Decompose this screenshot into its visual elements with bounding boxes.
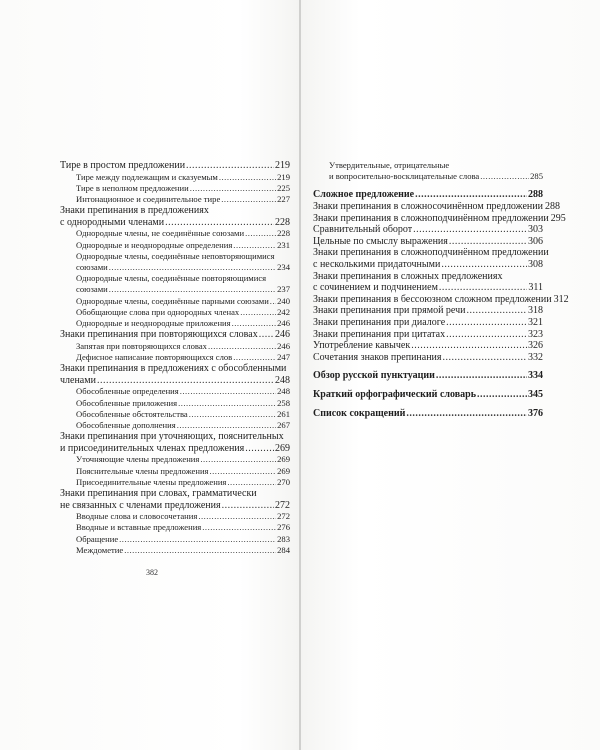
toc-page-number: 228 bbox=[277, 228, 290, 239]
toc-page-number: 246 bbox=[275, 329, 290, 341]
toc-entry-title: Употребление кавычек bbox=[313, 340, 411, 352]
toc-leader-dots bbox=[446, 317, 527, 329]
toc-page-number: 228 bbox=[275, 216, 290, 228]
toc-leader-dots bbox=[202, 522, 276, 533]
toc-leader-dots bbox=[109, 262, 276, 273]
toc-subsection-entry bbox=[60, 409, 290, 420]
toc-leader-dots bbox=[441, 259, 527, 271]
toc-section-entry bbox=[313, 224, 543, 236]
toc-leader-dots bbox=[449, 236, 527, 248]
toc-section-entry bbox=[313, 408, 543, 420]
toc-leader-dots bbox=[200, 454, 276, 465]
toc-page-number: 376 bbox=[528, 407, 543, 419]
toc-page-number: 334 bbox=[528, 370, 543, 382]
left-page-toc bbox=[60, 160, 290, 556]
toc-entry-title: Сочетания знаков препинания bbox=[313, 351, 442, 363]
toc-leader-dots bbox=[439, 282, 527, 294]
toc-subsection-entry bbox=[60, 477, 290, 488]
toc-entry-title: Однородные члены, соединённые парными союзами bbox=[76, 295, 269, 306]
toc-leader-dots bbox=[259, 329, 274, 341]
toc-entry-title: Интонационное и соединительное тире bbox=[76, 194, 221, 204]
toc-subsection-entry bbox=[60, 341, 290, 352]
book-gutter bbox=[299, 0, 301, 750]
toc-entry-title: Список сокращений bbox=[313, 407, 406, 419]
toc-entry-title: Дефисное написание повторяющихся слов bbox=[76, 352, 233, 363]
toc-page-number: 248 bbox=[277, 386, 290, 397]
toc-subsection-entry bbox=[60, 420, 290, 431]
toc-entry-title: Однородные члены, не соединённые союзами bbox=[76, 228, 245, 239]
toc-leader-dots bbox=[227, 477, 276, 488]
toc-subsection-entry bbox=[60, 307, 290, 318]
toc-section-entry bbox=[313, 389, 543, 401]
toc-page-number: 246 bbox=[277, 340, 290, 351]
toc-subsection-entry bbox=[60, 296, 290, 307]
toc-entry-title: союзами bbox=[76, 284, 108, 295]
toc-entry-title: Знаки препинания при цитатах bbox=[313, 328, 446, 340]
toc-entry-title: Обособленные приложения bbox=[76, 397, 178, 408]
toc-leader-dots bbox=[219, 172, 276, 183]
toc-leader-dots bbox=[208, 341, 276, 352]
toc-subsection-entry bbox=[60, 251, 290, 273]
toc-entry-title: с сочинением и подчинением bbox=[313, 282, 438, 294]
toc-entry-title: Однородные и неоднородные определения bbox=[76, 239, 233, 250]
toc-subsection-entry bbox=[60, 511, 290, 522]
toc-leader-dots bbox=[221, 194, 276, 205]
toc-subsection-entry bbox=[60, 240, 290, 251]
toc-leader-dots bbox=[180, 386, 276, 397]
toc-page-number: 345 bbox=[528, 388, 543, 400]
toc-page-number: 321 bbox=[528, 316, 543, 328]
toc-page-number: 311 bbox=[528, 282, 543, 294]
toc-leader-dots bbox=[415, 189, 527, 201]
toc-page-number: 288 bbox=[544, 201, 560, 212]
toc-leader-dots bbox=[413, 224, 527, 236]
toc-entry-title: Обособленные дополнения bbox=[76, 420, 176, 431]
toc-leader-dots bbox=[446, 329, 527, 341]
toc-page-number: 270 bbox=[277, 476, 290, 487]
toc-section-entry bbox=[313, 340, 543, 352]
toc-leader-dots bbox=[467, 305, 528, 317]
toc-entry-title: членами bbox=[60, 374, 96, 386]
toc-section-entry bbox=[313, 329, 543, 341]
toc-entry-title: Вводные слова и словосочетания bbox=[76, 511, 198, 522]
toc-leader-dots bbox=[480, 171, 529, 182]
toc-entry-title: Однородные и неоднородные приложения bbox=[76, 318, 231, 329]
toc-page-number: 318 bbox=[528, 305, 543, 317]
toc-leader-dots bbox=[222, 500, 274, 512]
toc-section-entry bbox=[313, 189, 543, 201]
toc-page-number: 227 bbox=[277, 194, 290, 204]
toc-page-number: 323 bbox=[528, 328, 543, 340]
toc-section-entry bbox=[60, 431, 290, 454]
toc-entry-title: Знаки препинания при повторяющихся словах bbox=[60, 329, 258, 341]
toc-page-number: 284 bbox=[277, 544, 290, 555]
toc-entry-title: Обобщающие слова при однородных членах bbox=[76, 306, 240, 317]
toc-entry-title: Сложное предложение bbox=[313, 189, 415, 201]
toc-entry-title: с однородными членами bbox=[60, 216, 165, 228]
toc-section-entry bbox=[60, 160, 290, 172]
toc-entry-title: Обзор русской пунктуации bbox=[313, 370, 435, 382]
toc-leader-dots bbox=[245, 443, 274, 455]
toc-subsection-entry bbox=[60, 466, 290, 477]
toc-entry-title: Цельные по смыслу выражения bbox=[313, 235, 448, 247]
toc-page-number: 219 bbox=[277, 171, 290, 182]
toc-page-number: 326 bbox=[528, 340, 543, 352]
toc-leader-dots bbox=[232, 318, 277, 329]
toc-entry-title: и присоединительных членах предложения bbox=[60, 442, 245, 454]
toc-leader-dots bbox=[436, 370, 527, 382]
toc-subsection-entry bbox=[60, 183, 290, 194]
toc-page-number: 272 bbox=[277, 511, 290, 522]
toc-section-entry bbox=[313, 247, 549, 270]
toc-subsection-entry bbox=[60, 386, 290, 397]
toc-entry-title: Знаки препинания в сложноподчинённом предложении bbox=[313, 247, 549, 259]
toc-leader-dots bbox=[233, 240, 276, 251]
toc-spacer bbox=[313, 363, 543, 370]
toc-leader-dots bbox=[233, 352, 276, 363]
toc-subsection-entry bbox=[60, 194, 290, 205]
toc-spacer bbox=[313, 401, 543, 408]
toc-entry-title: Знаки препинания в предложениях bbox=[60, 205, 209, 217]
toc-section-entry bbox=[313, 212, 566, 225]
toc-leader-dots bbox=[245, 228, 276, 239]
toc-leader-dots bbox=[189, 409, 276, 420]
toc-subsection-entry bbox=[60, 522, 290, 533]
toc-subsection-entry bbox=[60, 454, 290, 465]
toc-entry-title: Вводные и вставные предложения bbox=[76, 522, 202, 533]
toc-page-number: 234 bbox=[277, 262, 290, 272]
toc-section-entry bbox=[313, 201, 560, 213]
toc-page-number: 246 bbox=[277, 318, 290, 329]
toc-entry-title: Обособленные определения bbox=[76, 386, 179, 397]
toc-page-number: 247 bbox=[277, 352, 290, 363]
toc-page-number: 272 bbox=[275, 499, 290, 511]
toc-section-entry bbox=[313, 271, 543, 294]
toc-page-number: 267 bbox=[277, 420, 290, 431]
toc-leader-dots bbox=[165, 217, 274, 229]
toc-entry-title: и вопросительно-восклицательные слова bbox=[329, 171, 480, 182]
toc-entry-title: Знаки препинания в сложносочинённом предложении bbox=[313, 201, 543, 212]
toc-leader-dots bbox=[210, 466, 277, 477]
toc-entry-title: Обособленные обстоятельства bbox=[76, 408, 188, 419]
toc-leader-dots bbox=[477, 389, 527, 401]
toc-page-number: 261 bbox=[277, 408, 290, 419]
toc-leader-dots bbox=[177, 420, 276, 431]
toc-entry-title: Уточняющие члены предложения bbox=[76, 454, 200, 465]
toc-subsection-entry bbox=[60, 228, 290, 239]
toc-page-number: 269 bbox=[275, 442, 290, 454]
toc-entry-title: Обращение bbox=[76, 533, 119, 544]
toc-page-number: 285 bbox=[530, 171, 543, 182]
toc-subsection-entry bbox=[60, 545, 290, 556]
toc-subsection-entry bbox=[60, 318, 290, 329]
page-number: 382 bbox=[146, 568, 158, 577]
toc-page-number: 225 bbox=[277, 182, 290, 193]
toc-page-number: 283 bbox=[277, 533, 290, 544]
toc-page-number: 242 bbox=[277, 306, 290, 317]
toc-section-entry bbox=[60, 205, 290, 228]
toc-subsection-entry bbox=[313, 160, 543, 182]
toc-entry-title: Сравнительный оборот bbox=[313, 224, 413, 236]
toc-page-number: 276 bbox=[277, 522, 290, 533]
toc-leader-dots bbox=[178, 398, 276, 409]
toc-page-number: 240 bbox=[277, 295, 290, 306]
toc-page-number: 269 bbox=[277, 454, 290, 465]
toc-leader-dots bbox=[198, 511, 276, 522]
toc-entry-title: с несколькими придаточными bbox=[313, 258, 441, 270]
toc-section-entry bbox=[60, 488, 290, 511]
toc-entry-title: Знаки препинания в предложениях с обособленными bbox=[60, 363, 287, 375]
toc-page-number: 295 bbox=[550, 212, 566, 224]
toc-leader-dots bbox=[270, 296, 276, 307]
toc-entry-title: Запятая при повторяющихся словах bbox=[76, 340, 207, 351]
toc-section-entry bbox=[313, 317, 543, 329]
toc-section-entry bbox=[313, 352, 543, 364]
toc-page-number: 308 bbox=[528, 258, 543, 270]
toc-section-entry bbox=[313, 293, 569, 306]
toc-entry-title: Знаки препинания в сложных предложениях bbox=[313, 270, 503, 282]
toc-entry-title: Тире в неполном предложении bbox=[76, 182, 189, 193]
toc-page-number: 219 bbox=[275, 160, 290, 171]
toc-entry-title: союзами bbox=[76, 262, 108, 272]
toc-entry-title: Однородные члены, соединённые повторяющимися bbox=[76, 273, 267, 284]
toc-subsection-entry bbox=[60, 352, 290, 363]
toc-section-entry bbox=[60, 329, 290, 341]
toc-spacer bbox=[313, 382, 543, 389]
toc-section-entry bbox=[313, 236, 543, 248]
toc-entry-title: Пояснительные члены предложения bbox=[76, 465, 209, 476]
toc-leader-dots bbox=[240, 307, 276, 318]
toc-page-number: 312 bbox=[553, 293, 569, 305]
toc-leader-dots bbox=[109, 284, 276, 295]
toc-entry-title: Однородные члены, соединённые неповторяющимися bbox=[76, 250, 275, 261]
toc-entry-title: Знаки препинания при прямой речи bbox=[313, 305, 466, 317]
toc-page-number: 231 bbox=[277, 239, 290, 250]
toc-leader-dots bbox=[124, 545, 276, 556]
toc-page-number: 269 bbox=[277, 465, 290, 476]
right-page-toc bbox=[313, 160, 569, 419]
toc-entry-title: Тире между подлежащим и сказуемым bbox=[76, 171, 218, 182]
toc-leader-dots bbox=[411, 340, 527, 352]
toc-leader-dots bbox=[443, 352, 527, 364]
toc-entry-title: Знаки препинания при диалоге bbox=[313, 316, 446, 328]
toc-page-number: 237 bbox=[277, 284, 290, 295]
toc-entry-title: Знаки препинания в бессоюзном сложном предложении bbox=[313, 293, 552, 305]
toc-leader-dots bbox=[119, 534, 276, 545]
toc-entry-title: не связанных с членами предложения bbox=[60, 499, 221, 511]
toc-leader-dots bbox=[190, 183, 276, 194]
toc-subsection-entry bbox=[60, 172, 290, 183]
toc-entry-title: Знаки препинания в сложноподчинённом предложении bbox=[313, 212, 549, 224]
toc-entry-title: Знаки препинания при словах, грамматически bbox=[60, 488, 257, 500]
toc-subsection-entry bbox=[60, 398, 290, 409]
toc-entry-title: Тире в простом предложении bbox=[60, 160, 186, 171]
toc-section-entry bbox=[60, 363, 290, 386]
toc-subsection-entry bbox=[60, 534, 290, 545]
toc-page-number: 258 bbox=[277, 397, 290, 408]
toc-page-number: 303 bbox=[528, 224, 543, 236]
toc-leader-dots bbox=[406, 408, 527, 420]
toc-page-number: 288 bbox=[528, 189, 543, 201]
toc-entry-title: Междометие bbox=[76, 544, 124, 555]
toc-page-number: 248 bbox=[275, 374, 290, 386]
toc-section-entry bbox=[313, 370, 543, 382]
toc-entry-title: Краткий орфографический словарь bbox=[313, 388, 476, 400]
toc-page-number: 306 bbox=[528, 235, 543, 247]
toc-subsection-entry bbox=[60, 273, 290, 295]
toc-entry-title: Утвердительные, отрицательные bbox=[329, 160, 450, 170]
toc-leader-dots bbox=[186, 160, 274, 172]
toc-leader-dots bbox=[97, 375, 274, 387]
toc-section-entry bbox=[313, 305, 543, 317]
toc-entry-title: Знаки препинания при уточняющих, пояснительных bbox=[60, 431, 284, 443]
toc-entry-title: Присоединительные члены предложения bbox=[76, 476, 227, 487]
toc-page-number: 332 bbox=[528, 351, 543, 363]
toc-spacer bbox=[313, 182, 543, 189]
